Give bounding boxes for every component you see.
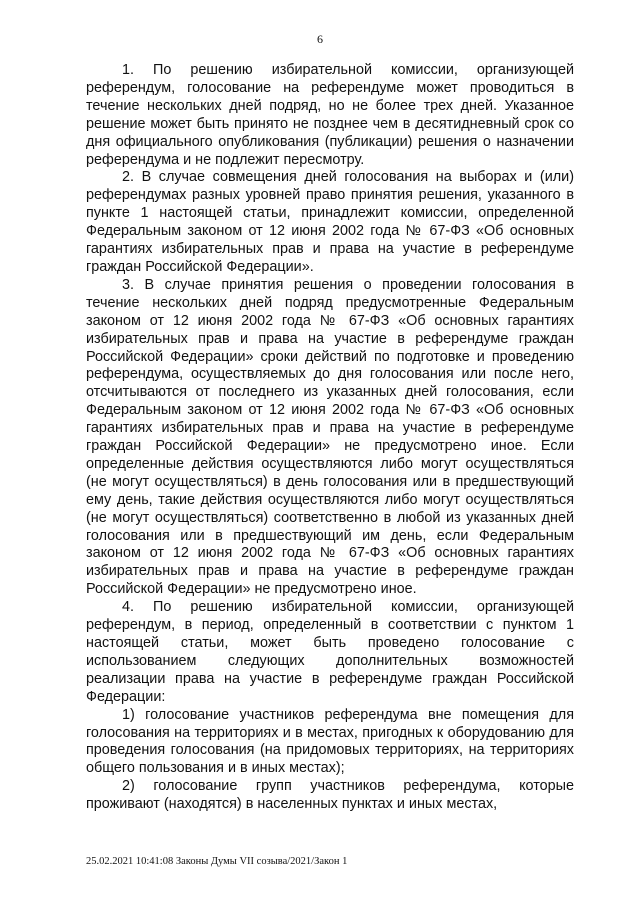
page-number: 6 bbox=[317, 32, 323, 46]
subitem-1: 1) голосование участников референдума вне помещения для голосования на территориях и в местах, пригодных к оборудованию для проведения голосования (на придомовых территориях, на территориях общего пользования и в иных местах); bbox=[86, 706, 574, 777]
paragraph-4: 4. По решению избирательной комиссии, организующей референдум, в период, определенный в соответствии с пунктом 1 настоящей статьи, может быть проведено голосование с использованием следующих дополнительных возможностей реализации права на участие в референдуме граждан Российской Федерации: bbox=[86, 599, 574, 705]
paragraph-2: 2. В случае совмещения дней голосования на выборах и (или) референдумах разных уровней право принятия решения, указанного в пункте 1 настоящей статьи, принадлежит комиссии, определенной Федеральным законом от 12 июня 2002 года № 67-ФЗ «Об основных гарантиях избирательных прав и права на участие в референдуме граждан Российской Федерации». bbox=[86, 169, 574, 275]
document-body bbox=[86, 62, 574, 814]
paragraph-3: 3. В случае принятия решения о проведении голосования в течение нескольких дней подряд предусмотренные Федеральным законом от 12 июня 2002 года № 67-ФЗ «Об основных гарантиях избирательных прав и права на участие в референдуме граждан Российской Федерации» сроки действий по подготовке и проведению референдума, осуществляемых до дня голосования или после него, отсчитываются от последнего из указанных дней голосования, если Федеральным законом от 12 июня 2002 года № 67-ФЗ «Об основных гарантиях избирательных прав и права на участие в референдуме граждан Российской Федерации» не предусмотрено иное. Если определенные действия осуществляются либо могут осуществляться (не могут осуществляться) в день голосования или в предшествующий ему день, такие действия осуществляются либо могут осуществляться (не могут осуществляться) соответственно в любой из указанных дней голосования или в предшествующий им день, если Федеральным законом от 12 июня 2002 года № 67-ФЗ «Об основных гарантиях избирательных прав и права на участие в референдуме граждан Российской Федерации» не предусмотрено иное. bbox=[86, 276, 574, 598]
subitem-2: 2) голосование групп участников референдума, которые проживают (находятся) в населенных пунктах и иных местах, bbox=[86, 778, 574, 813]
paragraph-1: 1. По решению избирательной комиссии, организующей референдум, голосование на референдуме может проводиться в течение нескольких дней подряд, но не более трех дней. Указанное решение может быть принято не позднее чем в десятидневный срок со дня официального опубликования (публикации) решения о назначении референдума и не подлежит пересмотру. bbox=[86, 62, 574, 168]
document-footer: 25.02.2021 10:41:08 Законы Думы VII созыва/2021/Закон 1 bbox=[86, 856, 348, 867]
